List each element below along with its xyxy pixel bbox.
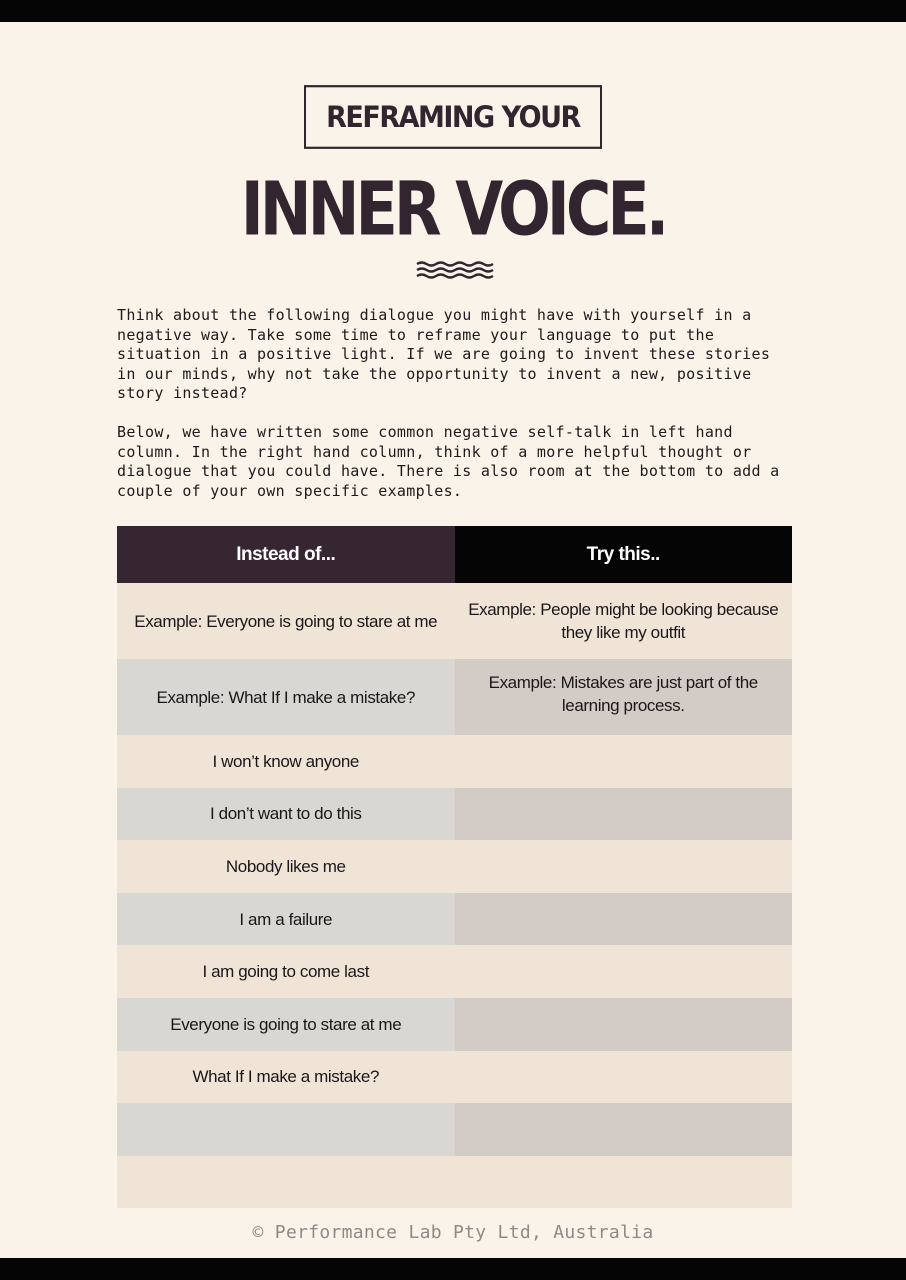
table-row <box>117 659 792 735</box>
reframe-cell[interactable] <box>455 1103 793 1156</box>
reframe-cell[interactable] <box>455 788 793 841</box>
negative-thought-cell: Example: What If I make a mistake? <box>117 659 455 735</box>
table-row <box>117 893 792 946</box>
wave-divider-icon <box>416 260 494 280</box>
table-row <box>117 583 792 659</box>
table-row <box>117 1051 792 1104</box>
intro-paragraph-2: Below, we have written some common negative self-talk in left hand column. In the right hand column, think of a more helpful thought or dialogue that you could have. There is also room at the bottom to add a couple of your own specific examples. <box>117 423 780 500</box>
custom-thought-cell[interactable] <box>117 1103 455 1156</box>
bottom-border <box>0 1258 906 1280</box>
reframe-cell[interactable] <box>455 1156 793 1209</box>
custom-thought-cell[interactable] <box>117 1156 455 1209</box>
table-row <box>117 945 792 998</box>
table-row <box>117 998 792 1051</box>
top-border <box>0 0 906 22</box>
negative-thought-cell: Everyone is going to stare at me <box>117 998 455 1051</box>
subtitle: REFRAMING YOUR <box>326 99 580 135</box>
page-title: INNER VOICE. <box>240 165 666 253</box>
reframe-cell[interactable]: Example: People might be looking because they like my outfit <box>455 583 793 659</box>
header-instead-of: Instead of... <box>117 526 455 583</box>
table-row <box>117 735 792 788</box>
negative-thought-cell: I am a failure <box>117 893 455 946</box>
negative-thought-cell: What If I make a mistake? <box>117 1051 455 1104</box>
reframe-cell[interactable] <box>455 893 793 946</box>
header-try-this: Try this.. <box>455 526 793 583</box>
negative-thought-cell: Nobody likes me <box>117 840 455 893</box>
reframing-table <box>117 526 792 1208</box>
table-row <box>117 1103 792 1156</box>
reframe-cell[interactable] <box>455 945 793 998</box>
negative-thought-cell: I don’t want to do this <box>117 788 455 841</box>
copyright-footer: © Performance Lab Pty Ltd, Australia <box>252 1222 654 1243</box>
table-row <box>117 840 792 893</box>
table-row <box>117 788 792 841</box>
reframe-cell[interactable]: Example: Mistakes are just part of the learning process. <box>455 659 793 735</box>
negative-thought-cell: I won’t know anyone <box>117 735 455 788</box>
reframe-cell[interactable] <box>455 1051 793 1104</box>
negative-thought-cell: Example: Everyone is going to stare at me <box>117 583 455 659</box>
reframe-cell[interactable] <box>455 840 793 893</box>
intro-paragraph-1: Think about the following dialogue you might have with yourself in a negative way. Take some time to reframe your language to put the situation in a positive light. If we are going to invent these stories in our minds, why not take the opportunity to invent a new, positive story instead? <box>117 306 771 403</box>
table-row <box>117 1156 792 1209</box>
reframe-cell[interactable] <box>455 998 793 1051</box>
table-header <box>117 526 792 583</box>
subtitle-box <box>304 85 602 149</box>
reframe-cell[interactable] <box>455 735 793 788</box>
negative-thought-cell: I am going to come last <box>117 945 455 998</box>
